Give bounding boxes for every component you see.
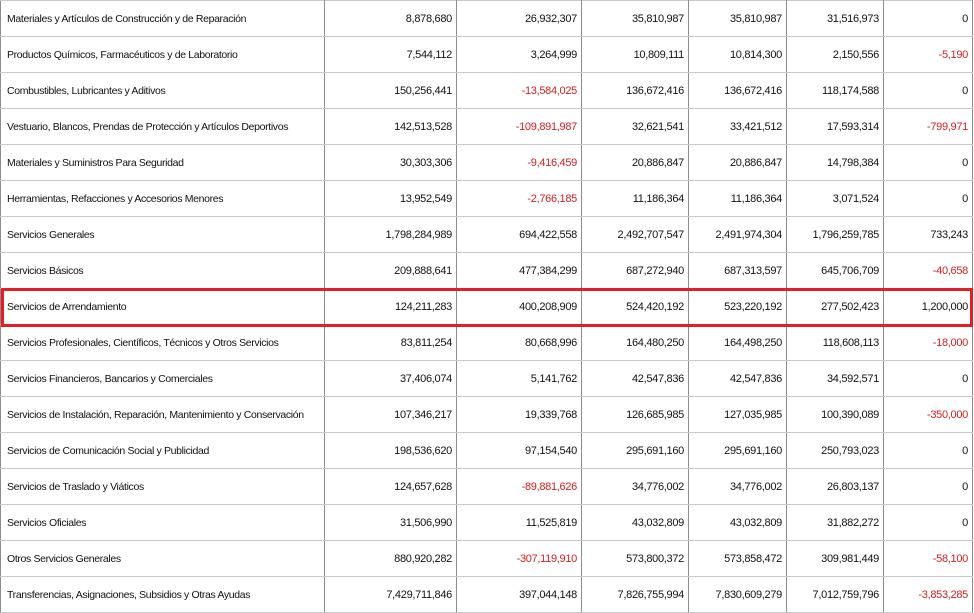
- amount-cell-col-5[interactable]: 17,593,314: [787, 109, 884, 145]
- amount-cell-col-6[interactable]: -40,658: [884, 253, 973, 289]
- table-row: [1, 505, 973, 541]
- table-row: [1, 181, 973, 217]
- amount-cell-col-2[interactable]: 5,141,762: [457, 361, 582, 397]
- amount-cell-col-6[interactable]: 733,243: [884, 217, 973, 253]
- amount-cell-col-1[interactable]: 124,211,283: [325, 289, 457, 325]
- concept-cell[interactable]: Materiales y Artículos de Construcción y de Reparación: [1, 1, 325, 37]
- amount-cell-col-6[interactable]: -18,000: [884, 325, 973, 361]
- amount-cell-col-6[interactable]: -350,000: [884, 397, 973, 433]
- amount-cell-col-1[interactable]: 1,798,284,989: [325, 217, 457, 253]
- amount-cell-col-6[interactable]: -5,190: [884, 37, 973, 73]
- amount-cell-col-6[interactable]: 0: [884, 181, 973, 217]
- table-row: [1, 397, 973, 433]
- amount-cell-col-4[interactable]: 164,498,250: [689, 325, 787, 361]
- amount-cell-col-2[interactable]: 694,422,558: [457, 217, 582, 253]
- table-row: [1, 433, 973, 469]
- amount-cell-col-3[interactable]: 42,547,836: [582, 361, 689, 397]
- amount-cell-col-4[interactable]: 523,220,192: [689, 289, 787, 325]
- table-row: [1, 469, 973, 505]
- table-row: [1, 253, 973, 289]
- amount-cell-col-6[interactable]: -58,100: [884, 541, 973, 577]
- amount-cell-col-1[interactable]: 209,888,641: [325, 253, 457, 289]
- amount-cell-col-3[interactable]: 35,810,987: [582, 1, 689, 37]
- amount-cell-col-2[interactable]: 477,384,299: [457, 253, 582, 289]
- amount-cell-col-6[interactable]: 0: [884, 505, 973, 541]
- concept-cell[interactable]: Servicios de Instalación, Reparación, Mantenimiento y Conservación: [1, 397, 325, 433]
- concept-cell[interactable]: Servicios Básicos: [1, 253, 325, 289]
- amount-cell-col-1[interactable]: 124,657,628: [325, 469, 457, 505]
- table-row: [1, 361, 973, 397]
- amount-cell-col-3[interactable]: 164,480,250: [582, 325, 689, 361]
- concept-cell[interactable]: Transferencias, Asignaciones, Subsidios y Otras Ayudas: [1, 577, 325, 613]
- concept-cell[interactable]: Servicios de Comunicación Social y Publicidad: [1, 433, 325, 469]
- amount-cell-col-4[interactable]: 33,421,512: [689, 109, 787, 145]
- concept-cell[interactable]: Vestuario, Blancos, Prendas de Protección y Artículos Deportivos: [1, 109, 325, 145]
- amount-cell-col-4[interactable]: 7,830,609,279: [689, 577, 787, 613]
- amount-cell-col-6[interactable]: 0: [884, 361, 973, 397]
- amount-cell-col-2[interactable]: 397,044,148: [457, 577, 582, 613]
- table-row: [1, 1, 973, 37]
- amount-cell-col-1[interactable]: 37,406,074: [325, 361, 457, 397]
- amount-cell-col-6[interactable]: 0: [884, 73, 973, 109]
- amount-cell-col-3[interactable]: 7,826,755,994: [582, 577, 689, 613]
- amount-cell-col-3[interactable]: 687,272,940: [582, 253, 689, 289]
- amount-cell-col-1[interactable]: 83,811,254: [325, 325, 457, 361]
- amount-cell-col-4[interactable]: 127,035,985: [689, 397, 787, 433]
- amount-cell-col-1[interactable]: 107,346,217: [325, 397, 457, 433]
- concept-cell[interactable]: Servicios de Traslado y Viáticos: [1, 469, 325, 505]
- amount-cell-col-4[interactable]: 42,547,836: [689, 361, 787, 397]
- table-row: [1, 37, 973, 73]
- amount-cell-col-5[interactable]: 118,174,588: [787, 73, 884, 109]
- table-row: [1, 541, 973, 577]
- amount-cell-col-1[interactable]: 880,920,282: [325, 541, 457, 577]
- amount-cell-col-4[interactable]: 11,186,364: [689, 181, 787, 217]
- amount-cell-col-5[interactable]: 31,882,272: [787, 505, 884, 541]
- table-row: [1, 145, 973, 181]
- amount-cell-col-3[interactable]: 2,492,707,547: [582, 217, 689, 253]
- amount-cell-col-2[interactable]: 3,264,999: [457, 37, 582, 73]
- concept-cell[interactable]: Productos Químicos, Farmacéuticos y de Laboratorio: [1, 37, 325, 73]
- amount-cell-col-5[interactable]: 26,803,137: [787, 469, 884, 505]
- amount-cell-col-5[interactable]: 7,012,759,796: [787, 577, 884, 613]
- amount-cell-col-2[interactable]: -307,119,910: [457, 541, 582, 577]
- amount-cell-col-5[interactable]: 118,608,113: [787, 325, 884, 361]
- table-row: [1, 109, 973, 145]
- amount-cell-col-4[interactable]: 2,491,974,304: [689, 217, 787, 253]
- amount-cell-col-5[interactable]: 2,150,556: [787, 37, 884, 73]
- amount-cell-col-4[interactable]: 20,886,847: [689, 145, 787, 181]
- amount-cell-col-5[interactable]: 14,798,384: [787, 145, 884, 181]
- table-row: [1, 217, 973, 253]
- amount-cell-col-1[interactable]: 7,544,112: [325, 37, 457, 73]
- amount-cell-col-4[interactable]: 35,810,987: [689, 1, 787, 37]
- amount-cell-col-6[interactable]: 0: [884, 1, 973, 37]
- amount-cell-col-2[interactable]: 80,668,996: [457, 325, 582, 361]
- concept-cell[interactable]: Herramientas, Refacciones y Accesorios Menores: [1, 181, 325, 217]
- amount-cell-col-1[interactable]: 150,256,441: [325, 73, 457, 109]
- concept-cell[interactable]: Materiales y Suministros Para Seguridad: [1, 145, 325, 181]
- amount-cell-col-1[interactable]: 8,878,680: [325, 1, 457, 37]
- amount-cell-col-4[interactable]: 43,032,809: [689, 505, 787, 541]
- table-row: [1, 73, 973, 109]
- amount-cell-col-6[interactable]: 1,200,000: [884, 289, 973, 325]
- amount-cell-col-5[interactable]: 309,981,449: [787, 541, 884, 577]
- amount-cell-col-2[interactable]: -2,766,185: [457, 181, 582, 217]
- table-row-highlighted: [1, 289, 973, 325]
- amount-cell-col-5[interactable]: 645,706,709: [787, 253, 884, 289]
- amount-cell-col-2[interactable]: 400,208,909: [457, 289, 582, 325]
- amount-cell-col-6[interactable]: 0: [884, 469, 973, 505]
- amount-cell-col-1[interactable]: 13,952,549: [325, 181, 457, 217]
- amount-cell-col-3[interactable]: 43,032,809: [582, 505, 689, 541]
- concept-cell[interactable]: Servicios Profesionales, Científicos, Técnicos y Otros Servicios: [1, 325, 325, 361]
- table-row: [1, 577, 973, 613]
- amount-cell-col-2[interactable]: 19,339,768: [457, 397, 582, 433]
- concept-cell[interactable]: Servicios Oficiales: [1, 505, 325, 541]
- amount-cell-col-4[interactable]: 34,776,002: [689, 469, 787, 505]
- amount-cell-col-5[interactable]: 100,390,089: [787, 397, 884, 433]
- amount-cell-col-5[interactable]: 277,502,423: [787, 289, 884, 325]
- amount-cell-col-6[interactable]: 0: [884, 145, 973, 181]
- amount-cell-col-4[interactable]: 295,691,160: [689, 433, 787, 469]
- amount-cell-col-1[interactable]: 142,513,528: [325, 109, 457, 145]
- concept-cell[interactable]: Servicios Generales: [1, 217, 325, 253]
- amount-cell-col-3[interactable]: 34,776,002: [582, 469, 689, 505]
- amount-cell-col-3[interactable]: 10,809,111: [582, 37, 689, 73]
- amount-cell-col-5[interactable]: 250,793,023: [787, 433, 884, 469]
- table-row: [1, 325, 973, 361]
- concept-cell[interactable]: Otros Servicios Generales: [1, 541, 325, 577]
- amount-cell-col-3[interactable]: 11,186,364: [582, 181, 689, 217]
- amount-cell-col-2[interactable]: -109,891,987: [457, 109, 582, 145]
- concept-cell[interactable]: Combustibles, Lubricantes y Aditivos: [1, 73, 325, 109]
- amount-cell-col-3[interactable]: 573,800,372: [582, 541, 689, 577]
- amount-cell-col-5[interactable]: 1,796,259,785: [787, 217, 884, 253]
- amount-cell-col-3[interactable]: 524,420,192: [582, 289, 689, 325]
- amount-cell-col-5[interactable]: 34,592,571: [787, 361, 884, 397]
- amount-cell-col-3[interactable]: 20,886,847: [582, 145, 689, 181]
- amount-cell-col-2[interactable]: 26,932,307: [457, 1, 582, 37]
- amount-cell-col-2[interactable]: 11,525,819: [457, 505, 582, 541]
- concept-cell[interactable]: Servicios de Arrendamiento: [1, 289, 325, 325]
- amount-cell-col-2[interactable]: -89,881,626: [457, 469, 582, 505]
- amount-cell-col-3[interactable]: 32,621,541: [582, 109, 689, 145]
- concept-cell[interactable]: Servicios Financieros, Bancarios y Comerciales: [1, 361, 325, 397]
- amount-cell-col-2[interactable]: -13,584,025: [457, 73, 582, 109]
- amount-cell-col-1[interactable]: 31,506,990: [325, 505, 457, 541]
- budget-table-body: [1, 1, 973, 613]
- amount-cell-col-6[interactable]: -799,971: [884, 109, 973, 145]
- amount-cell-col-1[interactable]: 7,429,711,846: [325, 577, 457, 613]
- amount-cell-col-4[interactable]: 573,858,472: [689, 541, 787, 577]
- amount-cell-col-4[interactable]: 10,814,300: [689, 37, 787, 73]
- amount-cell-col-6[interactable]: 0: [884, 433, 973, 469]
- amount-cell-col-4[interactable]: 136,672,416: [689, 73, 787, 109]
- amount-cell-col-6[interactable]: -3,853,285: [884, 577, 973, 613]
- amount-cell-col-1[interactable]: 30,303,306: [325, 145, 457, 181]
- amount-cell-col-4[interactable]: 687,313,597: [689, 253, 787, 289]
- amount-cell-col-2[interactable]: -9,416,459: [457, 145, 582, 181]
- amount-cell-col-2[interactable]: 97,154,540: [457, 433, 582, 469]
- amount-cell-col-5[interactable]: 3,071,524: [787, 181, 884, 217]
- amount-cell-col-3[interactable]: 126,685,985: [582, 397, 689, 433]
- amount-cell-col-3[interactable]: 295,691,160: [582, 433, 689, 469]
- amount-cell-col-1[interactable]: 198,536,620: [325, 433, 457, 469]
- amount-cell-col-3[interactable]: 136,672,416: [582, 73, 689, 109]
- amount-cell-col-5[interactable]: 31,516,973: [787, 1, 884, 37]
